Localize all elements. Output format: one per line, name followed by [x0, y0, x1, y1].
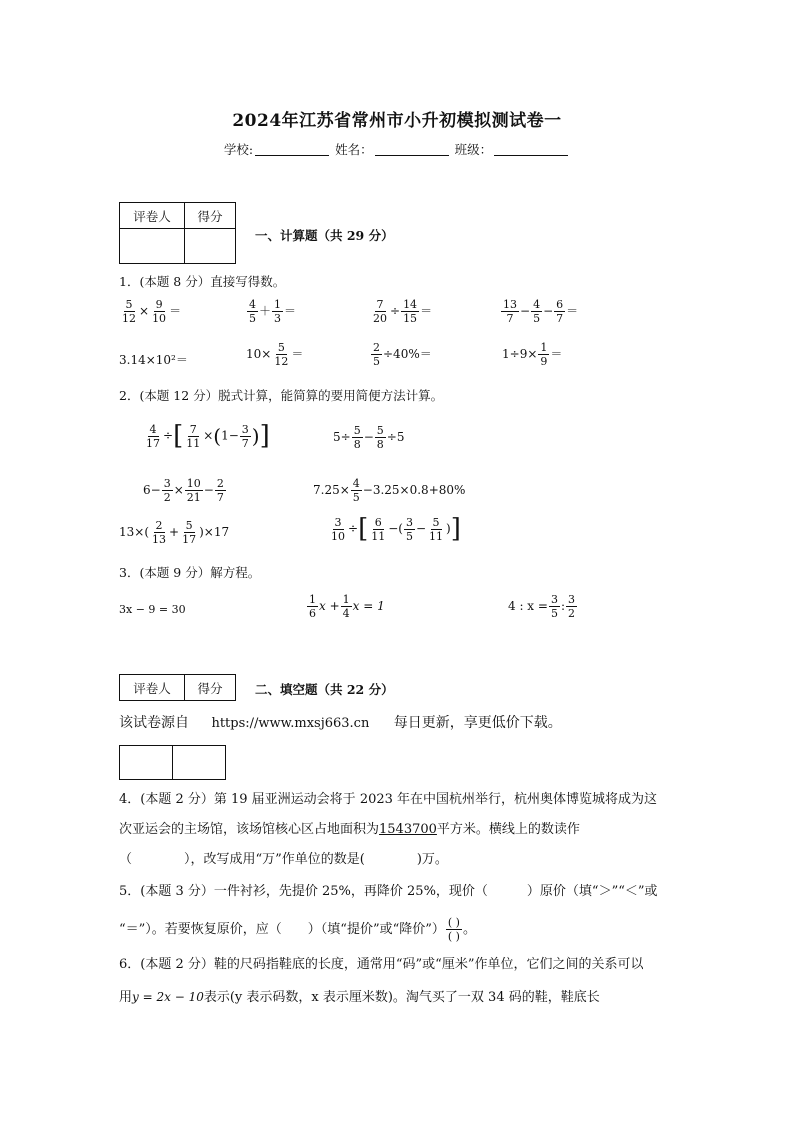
- score-header: 得分: [185, 203, 236, 229]
- q2-expr-6: $\frac{3}{10}$ ÷[ $\frac{6}{11}$ −( $\frac{3}{5}$ − $\frac{5}{11}$ )]: [331, 514, 461, 544]
- school-label: 学校:: [223, 142, 254, 157]
- q2-title: 2．(本题 12 分）脱式计算，能简算的要用简便方法计算。: [119, 388, 444, 403]
- source-line: [119, 714, 562, 733]
- score-cell[interactable]: [185, 229, 236, 264]
- name-blank[interactable]: [375, 142, 449, 156]
- score-header: 得分: [185, 675, 236, 701]
- q4-line-2: 次亚运会的主场馆，该场馆核心区占地面积为1543700平方米。横线上的数读作: [119, 822, 580, 837]
- grade-table-section2: [119, 674, 236, 701]
- student-info-line: [0, 140, 794, 158]
- q2-expr-5: 13×( $\frac{2}{13}$ + $\frac{5}{17}$ )×17: [119, 519, 230, 546]
- grade-table-section1: [119, 202, 236, 264]
- q3-eq-2: $\frac{1}{6}$ x + $\frac{1}{4}$ x = 1: [309, 593, 385, 620]
- reviewer-header: 评卷人: [120, 675, 185, 701]
- answer-box: [119, 745, 226, 780]
- section2-title: 二、填空题（共 22 分）: [255, 682, 394, 697]
- source-url[interactable]: https://www.mxsj663.cn: [211, 716, 370, 731]
- page-title: 2024年江苏省常州市小升初模拟测试卷一: [232, 111, 562, 131]
- q2-expr-1: $\frac{4}{17}$ ÷[ $\frac{7}{11}$ ×(1− $\frac{3}{7}$ )]: [146, 421, 270, 451]
- q5-line-2: “＝”）。若要恢复原价，应（ ）（填“提价”或“降价”） $\frac{( )}{( )}$ 。: [119, 916, 476, 943]
- q1-title: 1．(本题 8 分）直接写得数。: [119, 274, 286, 289]
- q1-item-8: 1÷9× $\frac{1}{9}$ ＝: [502, 341, 563, 368]
- q4-line-1: 4．(本题 2 分）第 19 届亚洲运动会将于 2023 年在中国杭州举行，杭州奥体博览城将成为这: [119, 792, 658, 807]
- source-suffix: 每日更新，享更低价下载。: [393, 715, 562, 731]
- q2-expr-4: 7.25× $\frac{4}{5}$ −3.25×0.8+80%: [313, 477, 466, 504]
- q6-line-1: 6．(本题 2 分）鞋的尺码指鞋底的长度，通常用“码”或“厘米”作单位，它们之间的关系可以: [119, 957, 644, 972]
- q5-line-1: 5．(本题 3 分）一件衬衫，先提价 25%，再降价 25%，现价（ ）原价（填“＞”“＜”或: [119, 884, 658, 899]
- name-label: 姓名：: [335, 142, 373, 157]
- q1-item-5: 3.14×10²＝: [119, 353, 188, 367]
- q1-item-3: $\frac{7}{20}$ ÷ $\frac{14}{15}$ ＝: [373, 298, 433, 325]
- class-blank[interactable]: [494, 142, 568, 156]
- reviewer-header: 评卷人: [120, 203, 185, 229]
- q1-item-2: $\frac{4}{5}$ ＋ $\frac{1}{3}$ ＝: [249, 298, 297, 325]
- school-blank[interactable]: [255, 142, 329, 156]
- answer-cell-1[interactable]: [120, 746, 173, 780]
- q2-expr-3: 6− $\frac{3}{2}$ × $\frac{10}{21}$ − $\frac{2}{7}$: [143, 477, 224, 504]
- q1-item-1: $\frac{5}{12}$ × $\frac{9}{10}$ ＝: [122, 298, 182, 325]
- reviewer-cell[interactable]: [120, 229, 185, 264]
- section1-title: 一、计算题（共 29 分）: [255, 228, 394, 243]
- source-prefix: 该试卷源自: [119, 715, 189, 731]
- class-label: 班级：: [454, 142, 493, 157]
- q4-line-3: （ ），改写成用“万”作单位的数是( )万。: [119, 852, 448, 867]
- q2-expr-2: 5÷ $\frac{5}{8}$ − $\frac{5}{8}$ ÷5: [333, 424, 405, 451]
- q3-title: 3．(本题 9 分）解方程。: [119, 565, 261, 580]
- q4-underlined-number: 1543700: [379, 822, 437, 837]
- q6-line-2: 用y = 2x − 10表示(y 表示码数，x 表示厘米数)。淘气买了一双 34 码的鞋，鞋底长: [119, 990, 600, 1005]
- answer-cell-2[interactable]: [173, 746, 226, 780]
- q3-eq-1: 3x − 9 = 30: [119, 603, 186, 616]
- q1-item-6: 10× $\frac{5}{12}$ ＝: [246, 341, 304, 368]
- q3-eq-3: 4 : x = $\frac{3}{5}$ : $\frac{3}{2}$: [508, 593, 575, 620]
- q1-item-4: $\frac{13}{7}$ − $\frac{4}{5}$ − $\frac{6}{7}$ ＝: [503, 298, 579, 325]
- q1-item-7: $\frac{2}{5}$ ÷40%＝: [373, 341, 432, 368]
